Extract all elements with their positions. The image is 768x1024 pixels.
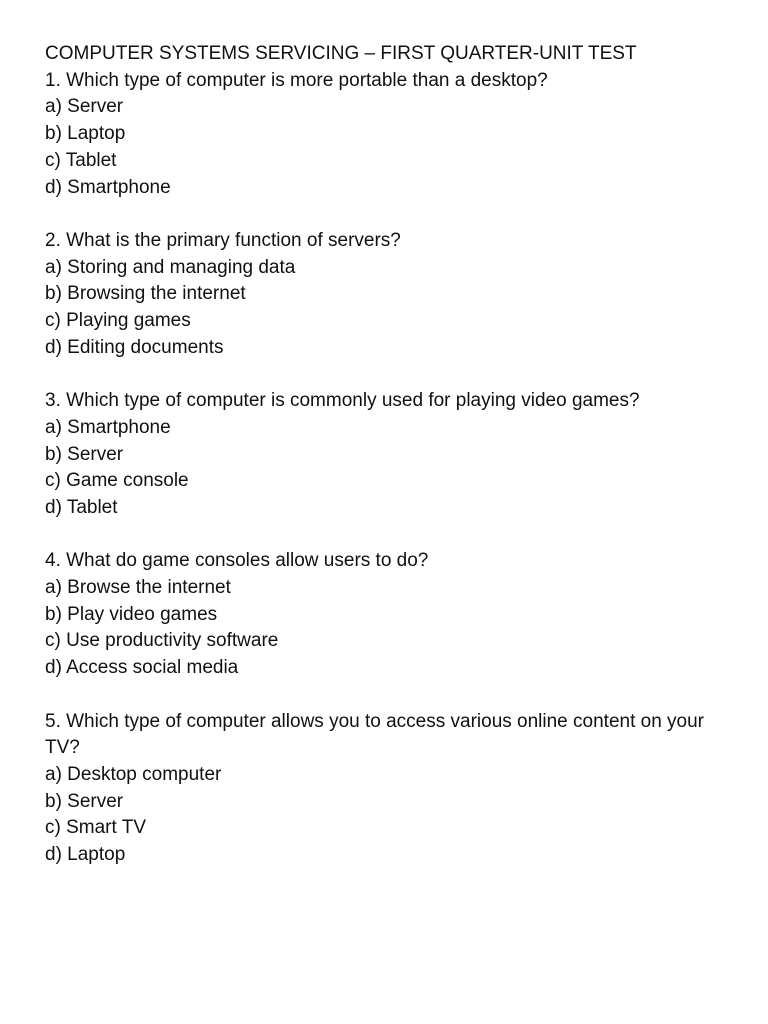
answer-option-a: a) Desktop computer [45, 763, 222, 785]
answer-option-b: b) Laptop [45, 123, 126, 145]
question-4 [45, 548, 735, 682]
answer-option-d: d) Editing documents [45, 336, 224, 358]
question-text: 2. What is the primary function of servers? [45, 229, 401, 251]
answer-option-d: d) Access social media [45, 657, 239, 679]
answer-options [45, 94, 735, 201]
test-document [45, 41, 735, 869]
question-text: 5. Which type of computer allows you to access various online content on your TV? [45, 710, 705, 759]
answer-option-b: b) Server [45, 443, 124, 465]
answer-option-d: d) Laptop [45, 844, 126, 866]
answer-option-a: a) Storing and managing data [45, 256, 296, 278]
question-1 [45, 68, 735, 202]
question-2 [45, 228, 735, 362]
question-3 [45, 388, 735, 522]
answer-option-d: d) Tablet [45, 496, 118, 518]
question-text: 3. Which type of computer is commonly used for playing video games? [45, 390, 640, 412]
answer-option-b: b) Play video games [45, 603, 218, 625]
answer-option-b: b) Server [45, 790, 124, 812]
answer-option-c: c) Tablet [45, 149, 117, 171]
answer-option-a: a) Smartphone [45, 416, 171, 438]
question-text: 1. Which type of computer is more portable than a desktop? [45, 69, 548, 91]
answer-options [45, 575, 735, 682]
answer-option-d: d) Smartphone [45, 176, 171, 198]
question-5 [45, 709, 735, 869]
answer-option-c: c) Playing games [45, 310, 191, 332]
answer-options [45, 255, 735, 362]
answer-options [45, 762, 735, 869]
question-text: 4. What do game consoles allow users to do? [45, 550, 429, 572]
document-title: COMPUTER SYSTEMS SERVICING – FIRST QUARTER-UNIT TEST [45, 43, 637, 64]
answer-option-c: c) Game console [45, 470, 189, 492]
answer-option-a: a) Browse the internet [45, 577, 231, 599]
answer-options [45, 415, 735, 522]
answer-option-a: a) Server [45, 96, 124, 118]
answer-option-c: c) Smart TV [45, 817, 146, 839]
answer-option-b: b) Browsing the internet [45, 283, 246, 305]
answer-option-c: c) Use productivity software [45, 630, 279, 652]
